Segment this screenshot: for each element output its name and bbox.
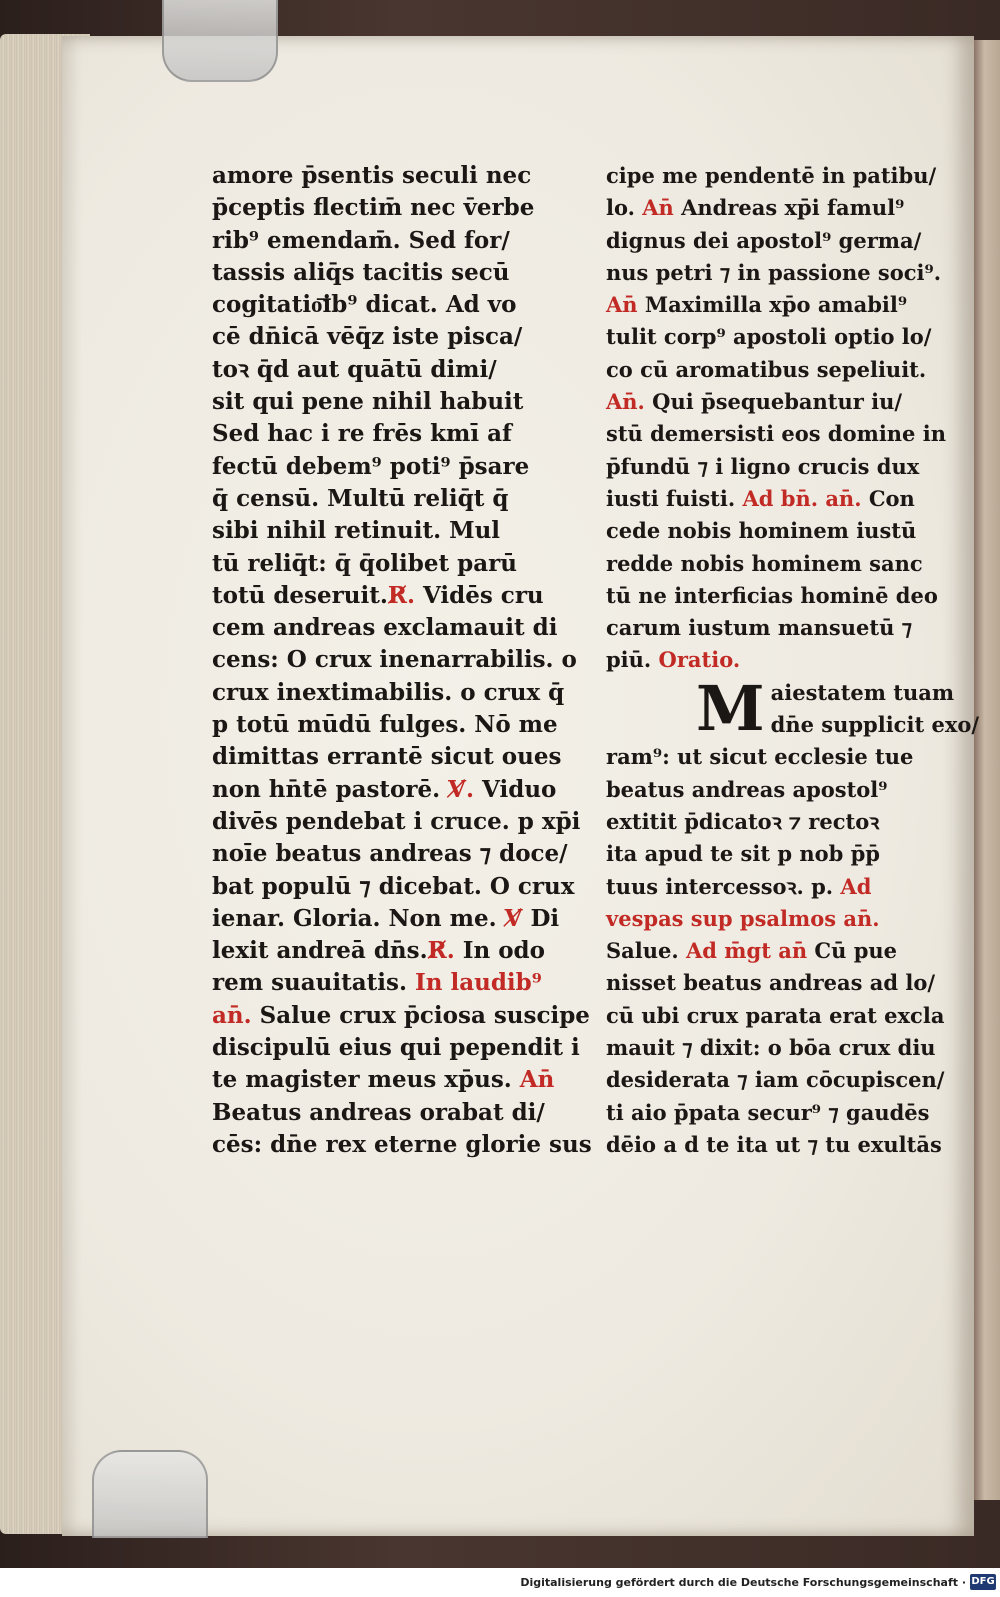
text-line (212, 741, 582, 773)
text-line (606, 354, 941, 386)
text-line (606, 515, 941, 547)
text-line (606, 935, 941, 967)
text-run: cogitatio͞ib⁹ dicat. Ad vo (212, 291, 517, 319)
text-run: cipe me pendentē in patibu/ (606, 163, 937, 188)
text-run: dēio a d te ita ut ⁊ tu exultās (606, 1131, 942, 1157)
text-run: desiderata ⁊ iam cōcupiscen/ (606, 1067, 945, 1093)
text-run: Di (522, 904, 560, 932)
text-run: stū demersisti eos domine in (606, 421, 946, 447)
text-run: carum iustum mansuetū ⁊ (606, 615, 913, 641)
right-column-bottom (606, 741, 945, 1161)
text-line (212, 1032, 582, 1064)
text-run: divēs pendebat i cruce. p xp̄i (212, 807, 581, 835)
text-line (212, 612, 582, 644)
text-run: iusti fuisti. (606, 485, 736, 511)
text-line (212, 644, 582, 676)
text-run: toꝛ q̄d aut quātū dimi/ (212, 355, 497, 383)
rubric-text: V̸ (496, 904, 523, 932)
text-run: lo. (606, 195, 635, 221)
text-line (606, 967, 941, 999)
text-line (212, 192, 582, 224)
text-run: discipulū eius qui pependit i (212, 1034, 580, 1062)
text-line (212, 1064, 582, 1096)
text-line (212, 677, 582, 709)
text-line (606, 289, 941, 321)
text-run: Maximilla xp̄o amabil⁹ (637, 292, 908, 318)
text-run: tū ne interficias hominē deo (606, 582, 938, 608)
text-run: te magister meus xp̄us. (212, 1066, 512, 1094)
text-line (212, 1129, 592, 1161)
next-leaf-edge (974, 40, 1000, 1500)
rubric-text: R̸. (427, 937, 455, 965)
text-line (212, 709, 582, 741)
text-line (606, 1032, 941, 1064)
rubric-text: An̄ (634, 195, 674, 221)
text-line (212, 354, 582, 386)
text-line (606, 192, 941, 224)
text-line (606, 1064, 945, 1096)
text-line (606, 386, 941, 418)
text-run: sibi nihil retinuit. Mul (212, 517, 501, 545)
footer-bar (0, 1568, 1000, 1597)
text-line (606, 612, 941, 644)
text-run: cens: O crux inenarrabilis. o (212, 646, 577, 674)
text-line (606, 806, 941, 838)
text-line (606, 418, 946, 450)
text-line (606, 1129, 941, 1161)
text-run: q̄ censū. Multū reliq̄t q̄ (212, 484, 509, 512)
text-run: Vidēs cru (414, 581, 544, 609)
text-line (212, 321, 582, 353)
text-run: tuus intercessoꝛ. p. (606, 873, 834, 899)
text-line (606, 677, 955, 709)
text-run: tulit corp⁹ apostoli optio lo/ (606, 324, 932, 350)
text-line (212, 580, 582, 612)
rubric-text: An̄ (606, 292, 638, 318)
text-line (212, 774, 582, 806)
text-line (212, 935, 582, 967)
text-line (212, 1000, 590, 1032)
text-line (606, 321, 941, 353)
text-run: Con (861, 485, 915, 511)
right-text-column (606, 160, 980, 1161)
text-line (606, 871, 941, 903)
text-run: In odo (454, 937, 545, 965)
text-run: Salue crux p̄ciosa suscipe (251, 1001, 590, 1029)
text-line (212, 903, 582, 935)
footer-credit: Digitalisierung gefördert durch die Deutsche Forschungsgemeinschaft · (520, 1576, 966, 1589)
text-line (212, 451, 582, 483)
text-run: ita apud te sit p nob p̄p̄ (606, 841, 880, 867)
text-run: p totū mūdū fulges. Nō me (212, 711, 558, 739)
text-run: amore p̄sentis seculi nec (212, 162, 532, 189)
text-line (212, 806, 582, 838)
prayer-block (606, 671, 980, 745)
text-line (212, 548, 582, 580)
top-page-clip (162, 0, 278, 82)
text-line (606, 548, 941, 580)
text-line (606, 838, 941, 870)
text-line (606, 709, 980, 741)
text-run: rib⁹ emendam̄. Sed for/ (212, 226, 510, 254)
text-line (212, 871, 582, 903)
text-run: Sed hac i re frēs kmī af (212, 420, 512, 448)
text-line (212, 225, 582, 257)
text-line (212, 257, 582, 289)
text-run: fectū debem⁹ poti⁹ p̄sare (212, 452, 530, 480)
rubric-text: an̄. (212, 1001, 252, 1029)
text-line (606, 903, 941, 935)
text-line (606, 257, 941, 289)
text-run: ti aio p̄pata secur⁹ ⁊ gaudēs (606, 1099, 930, 1125)
text-run: rem suauitatis. (212, 969, 407, 997)
text-run: cem andreas exclamauit di (212, 614, 558, 642)
text-run: extitit p̄dicatoꝛ ⁊ rectoꝛ (606, 808, 880, 834)
text-line (606, 451, 941, 483)
text-run: bat populū ⁊ dicebat. O crux (212, 872, 575, 900)
right-column-top (606, 160, 946, 677)
rubric-text: R̸. (387, 581, 415, 609)
text-line (212, 515, 582, 547)
text-run: totū deseruit. (212, 581, 388, 609)
text-line (212, 160, 582, 192)
text-run: ram⁹: ut sicut ecclesie tue (606, 744, 914, 770)
text-run: crux inextimabilis. o crux q̄ (212, 678, 565, 706)
text-line (212, 418, 582, 450)
rubric-text: Ad bn̄. an̄. (735, 485, 862, 511)
text-run: piū. (606, 647, 652, 673)
text-line (212, 1097, 582, 1129)
rubric-text: An̄. (606, 389, 645, 415)
text-line (606, 1097, 941, 1129)
dfg-logo: DFG (970, 1574, 996, 1590)
text-run: Viduo (474, 775, 557, 803)
text-run: mauit ⁊ dixit: o bōa crux diu (606, 1035, 936, 1061)
text-line (606, 741, 941, 773)
text-run: noīe beatus andreas ⁊ doce/ (212, 840, 568, 868)
text-line (606, 160, 941, 192)
text-run: cē dn̄icā vēq̄z iste pisca/ (212, 323, 523, 351)
prayer-first-lines (606, 671, 980, 745)
initial-letter: M (696, 671, 765, 745)
rubric-text: Ad m̄gt an̄ (678, 938, 808, 964)
text-run: nus petri ⁊ in passione soci⁹. (606, 259, 942, 285)
text-run: nisset beatus andreas ad lo/ (606, 970, 935, 996)
text-run: aiestatem tuam (770, 679, 955, 705)
rubric-text: Ad (833, 873, 872, 899)
bottom-page-clip (92, 1450, 208, 1538)
text-run: dimittas errantē sicut oues (212, 743, 562, 771)
text-run: cū ubi crux parata erat excla (606, 1002, 945, 1028)
text-line (606, 644, 941, 676)
rubric-text: An̄ (511, 1066, 555, 1094)
rubric-text: Oratio. (651, 647, 741, 673)
text-run: dignus dei apostol⁹ germa/ (606, 227, 922, 253)
text-run: redde nobis hominem sanc (606, 550, 923, 576)
text-run: cede nobis hominem iustū (606, 518, 917, 544)
text-run: non hn̄tē pastorē. (212, 775, 441, 803)
left-text-column (212, 160, 592, 1161)
text-run: co cū aromatibus sepeliuit. (606, 356, 927, 382)
text-line (212, 967, 582, 999)
text-line (606, 483, 941, 515)
text-line (212, 483, 582, 515)
text-run: Qui p̄sequebantur iu/ (644, 389, 903, 415)
text-line (606, 774, 941, 806)
text-run: Beatus andreas orabat di/ (212, 1098, 545, 1126)
text-run: cēs: dn̄e rex eterne glorie sus (212, 1130, 592, 1158)
text-run: sit qui pene nihil habuit (212, 388, 524, 416)
text-run: Salue. (606, 938, 679, 964)
text-run: dn̄e supplicit exo/ (770, 712, 980, 738)
text-run: beatus andreas apostol⁹ (606, 776, 888, 802)
rubric-text: V̸. (440, 775, 475, 803)
text-run: ienar. Gloria. Non me. (212, 904, 497, 932)
rubric-text: vespas sup psalmos an̄. (606, 905, 880, 931)
text-run: p̄ceptis flectim̄ nec v̄erbe (212, 194, 535, 222)
text-run: tū reliq̄t: q̄ q̄olibet parū (212, 549, 517, 577)
text-line (606, 1000, 945, 1032)
text-line (212, 386, 582, 418)
text-run: p̄fundū ⁊ i ligno crucis dux (606, 453, 920, 479)
text-run: lexit andreā dn̄s. (212, 937, 428, 965)
text-run: Andreas xp̄i famul⁹ (673, 195, 905, 221)
text-line (606, 225, 941, 257)
text-line (606, 580, 941, 612)
text-line (212, 838, 582, 870)
text-run: tassis aliq̄s tacitis secū (212, 258, 510, 286)
rubric-text: In laudib⁹ (406, 969, 542, 997)
text-run: Cū pue (807, 938, 898, 964)
text-line (212, 289, 582, 321)
